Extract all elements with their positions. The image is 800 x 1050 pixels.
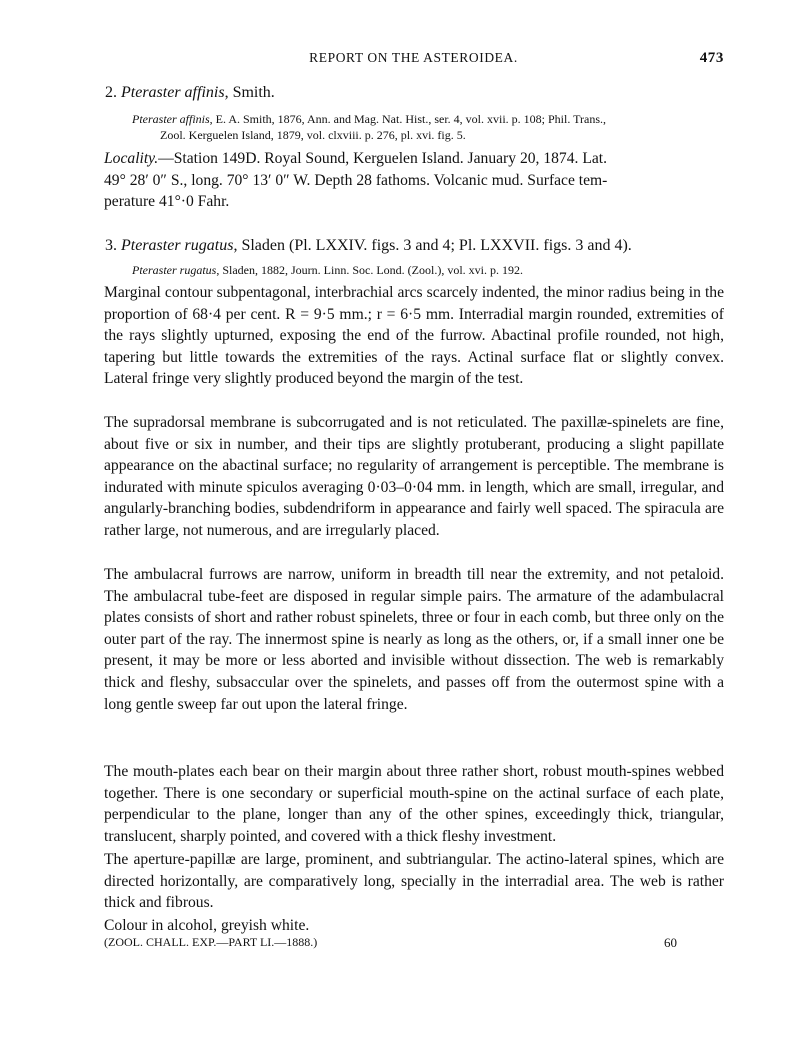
species-author: , Sladen (Pl. LXXIV. figs. 3 and 4; Pl. LXXVII. figs. 3 and 4). bbox=[233, 237, 632, 254]
signature-number: 60 bbox=[664, 935, 677, 950]
running-title: REPORT ON THE ASTEROIDEA. bbox=[309, 50, 518, 65]
species-name: Pteraster affinis bbox=[121, 84, 225, 101]
description-paragraph: The ambulacral furrows are narrow, uniform in breadth till near the extremity, and not petaloid. The ambulacral tube-feet are disposed in regular simple pairs. The armature of the adambulacral plates consists of short and rather robust spinelets, three or four in each comb, but three only on the outer part of the ray. The innermost spine is nearly as long as the others, or, if a small inner one be present, it may be more or less aborted and invisible without dissection. The web is remarkably thick and fleshy, subsaccular over the spinelets, and passes off from the outermost spine with a long gentle sweep far out upon the lateral fringe. bbox=[104, 566, 724, 713]
locality-paragraph bbox=[104, 148, 724, 213]
entry-number: 3. bbox=[105, 237, 117, 254]
description-paragraph: The supradorsal membrane is subcorrugated and is not reticulated. The paxillæ-spinelets are fine, about five or six in number, and their tips are slightly protuberant, producing a slight papillate appearance on the abactinal surface; no regularity of arrangement is perceptible. The membrane is indurated with minute spiculos averaging 0·03–0·04 mm. in length, which are small, irregular, and angularly-branching bodies, subdendriform in appearance and fairly well spaced. The spiracula are rather large, not numerous, and are irregularly placed. bbox=[104, 414, 724, 539]
species-author: , Smith. bbox=[224, 84, 275, 101]
running-header bbox=[103, 50, 724, 70]
species-heading-2 bbox=[105, 84, 275, 102]
locality-label: Locality. bbox=[104, 150, 159, 167]
entry-number: 2. bbox=[105, 84, 117, 101]
locality-text: 49° 28′ 0″ S., long. 70° 13′ 0″ W. Depth 28 fathoms. Volcanic mud. Surface tem- bbox=[104, 171, 608, 189]
synonymy-reference-cont: Zool. Kerguelen Island, 1879, vol. clxviii. p. 276, pl. xvi. fig. 5. bbox=[160, 128, 466, 142]
ref-species: Pteraster rugatus bbox=[132, 263, 217, 277]
description-paragraph: The mouth-plates each bear on their margin about three rather short, robust mouth-spines webbed together. There is one secondary or superficial mouth-spine on the actinal surface of each plate, perpendicular to the plane, longer than any of the other spines, exceedingly thick, triangular, translucent, sharply pointed, and covered with a thick fleshy investment. bbox=[104, 763, 724, 845]
ref-citation: , E. A. Smith, 1876, Ann. and Mag. Nat. Hist., ser. 4, vol. xvii. p. 108; Phil. Trans., bbox=[209, 112, 607, 126]
ref-species: Pteraster affinis bbox=[132, 112, 210, 126]
colour-note: Colour in alcohol, greyish white. bbox=[104, 917, 310, 934]
ref-citation: , Sladen, 1882, Journ. Linn. Soc. Lond. (Zool.), vol. xvi. p. 192. bbox=[216, 263, 523, 277]
locality-text: —Station 149D. Royal Sound, Kerguelen Island. January 20, 1874. Lat. bbox=[158, 150, 607, 167]
locality-text: perature 41°·0 Fahr. bbox=[104, 193, 230, 211]
signature-mark: (ZOOL. CHALL. EXP.—PART LI.—1888.) bbox=[104, 935, 318, 949]
species-name: Pteraster rugatus bbox=[121, 237, 234, 254]
synonymy-reference bbox=[132, 261, 732, 280]
species-heading-3 bbox=[105, 237, 632, 255]
description-paragraph: The aperture-papillæ are large, prominent, and subtriangular. The actino-lateral spines, which are directed horizontally, are comparatively long, specially in the interradial area. The web is rather thick and fibrous. bbox=[104, 851, 724, 912]
page-number: 473 bbox=[699, 50, 724, 66]
description-paragraph: Marginal contour subpentagonal, interbrachial arcs scarcely indented, the minor radius being in the proportion of 68·4 per cent. R = 9·5 mm.; r = 6·5 mm. Interradial margin rounded, extremities of the rays slightly upturned, exposing the end of the furrow. Abactinal profile rounded, not high, tapering but little towards the extremities of the rays. Actinal surface flat or slightly convex. Lateral fringe very slightly produced beyond the margin of the test. bbox=[104, 284, 724, 388]
